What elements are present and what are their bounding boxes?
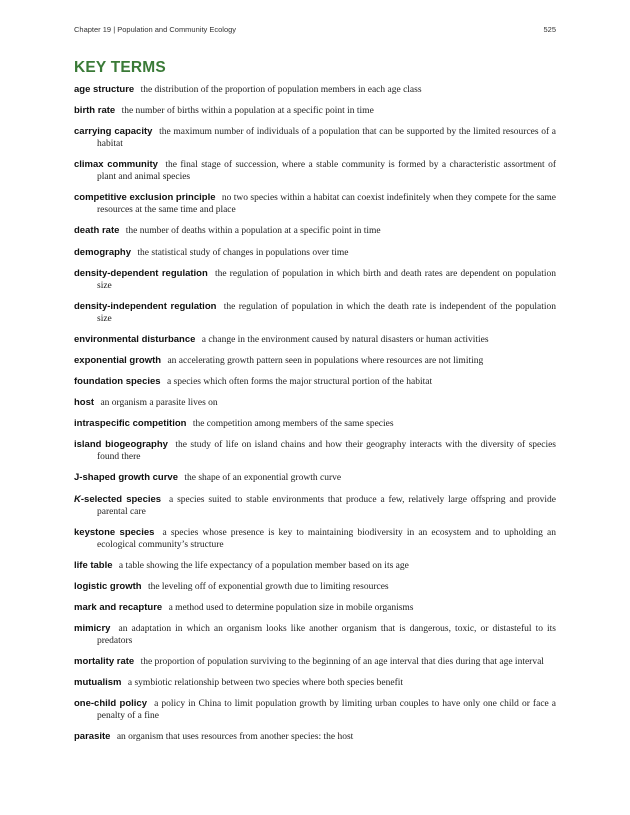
glossary-term: birth rate [74,105,116,117]
glossary-entry [74,677,556,689]
chapter-title: Chapter 19 | Population and Community Ecology [74,25,237,34]
glossary-definition: a species whose presence is key to maintaining biodiversity in an ecosystem and to upholding an ecological community’s structure [97,527,557,550]
running-header [74,25,556,37]
glossary-definition: a policy in China to limit population growth by limiting urban couples to have only one child or face a penalty of a fine [97,699,557,722]
glossary-term: intraspecific competition [74,418,187,430]
glossary-definition: the study of life on island chains and how their geography interacts with the diversity of species found there [97,440,557,463]
glossary-term: mimicry [74,622,111,634]
glossary-term: density-independent regulation [74,300,217,312]
glossary-definition: the competition among members of the same species [192,419,394,430]
glossary-term: parasite [74,731,111,743]
glossary-definition: a symbiotic relationship between two species where both species benefit [127,678,404,689]
glossary-term: logistic growth [74,580,142,592]
glossary-entry [74,656,556,668]
glossary-definition: a change in the environment caused by natural disasters or human activities [201,334,489,345]
glossary-entry [74,334,556,346]
glossary-entry [74,268,556,292]
glossary-term: mark and recapture [74,601,163,613]
glossary-definition: the proportion of population surviving to the beginning of an age interval that dies during that age interval [140,657,544,668]
glossary-definition: a species which often forms the major structural portion of the habitat [166,377,433,388]
glossary-definition: the statistical study of changes in populations over time [137,247,349,258]
glossary-definition: the number of births within a population at a specific point in time [121,106,374,117]
glossary-entry [74,355,556,367]
glossary-entry [74,301,556,325]
glossary-entry [74,105,556,117]
glossary-definition: an accelerating growth pattern seen in populations where resources are not limiting [167,355,484,366]
glossary-entry [74,472,556,484]
glossary-definition: the maximum number of individuals of a population that can be supported by the limited resources of a habitat [97,127,557,150]
glossary-entry [74,247,556,259]
glossary-term: death rate [74,225,120,237]
glossary-term: exponential growth [74,354,162,366]
glossary-definition: an organism that uses resources from another species: the host [116,732,354,743]
glossary-entry [74,527,556,551]
glossary-entry [74,623,556,647]
glossary-term: one-child policy [74,698,147,710]
glossary-entry [74,159,556,183]
glossary-entry [74,602,556,614]
glossary-term: climax community [74,159,158,171]
glossary-definition: a method used to determine population size in mobile organisms [168,602,414,613]
glossary-entry [74,84,556,96]
glossary-entry [74,439,556,463]
glossary-term: keystone species [74,526,155,538]
glossary-definition: the regulation of population in which birth and death rates are dependent on population size [97,268,557,291]
glossary-entry [74,581,556,593]
glossary-definition: the distribution of the proportion of population members in each age class [140,85,422,95]
glossary-term: competitive exclusion principle [74,192,216,204]
glossary-definition: the final stage of succession, where a stable community is formed by a characteristic assortment of plant and animal species [97,160,557,183]
section-title: KEY TERMS [74,59,166,76]
glossary-term: mortality rate [74,656,135,668]
page-number: 525 [543,25,556,34]
glossary-entry [74,418,556,430]
glossary-term: demography [74,246,132,258]
glossary-definition: the shape of an exponential growth curve [184,473,342,484]
glossary-term: age structure [74,84,135,95]
glossary-entry [74,192,556,216]
glossary-term: life table [74,559,113,571]
glossary-entry [74,376,556,388]
glossary-definition: the regulation of population in which the death rate is independent of the population size [97,301,557,324]
glossary-entry [74,731,556,743]
glossary-definition: a table showing the life expectancy of a population member based on its age [118,560,409,571]
glossary-definition: the number of deaths within a population at a specific point in time [125,226,381,237]
glossary-entry [74,126,556,150]
glossary-term: island biogeography [74,439,168,451]
glossary-definition: no two species within a habitat can coexist indefinitely when they compete for the same resources at the same time and place [97,193,557,216]
glossary-term: mutualism [74,677,122,689]
glossary-entry [74,698,556,722]
glossary-term: K-selected species [74,493,162,505]
glossary-term: host [74,397,95,409]
glossary-definition: a species suited to stable environments that produce a few, relatively large offspring and provide parental care [97,494,557,517]
glossary-definition: an adaptation in which an organism looks like another organism that is dangerous, toxic, or distasteful to its predators [97,623,556,646]
glossary-definition: the leveling off of exponential growth due to limiting resources [147,581,389,592]
glossary-entry [74,494,556,518]
key-terms-list [74,84,556,752]
glossary-term: foundation species [74,376,161,388]
glossary-entry [74,225,556,237]
glossary-entry [74,560,556,572]
glossary-term: density-dependent regulation [74,267,208,279]
glossary-entry [74,397,556,409]
glossary-definition: an organism a parasite lives on [100,398,218,409]
glossary-term: carrying capacity [74,126,153,138]
glossary-term: J-shaped growth curve [74,472,178,484]
glossary-term: environmental disturbance [74,333,196,345]
